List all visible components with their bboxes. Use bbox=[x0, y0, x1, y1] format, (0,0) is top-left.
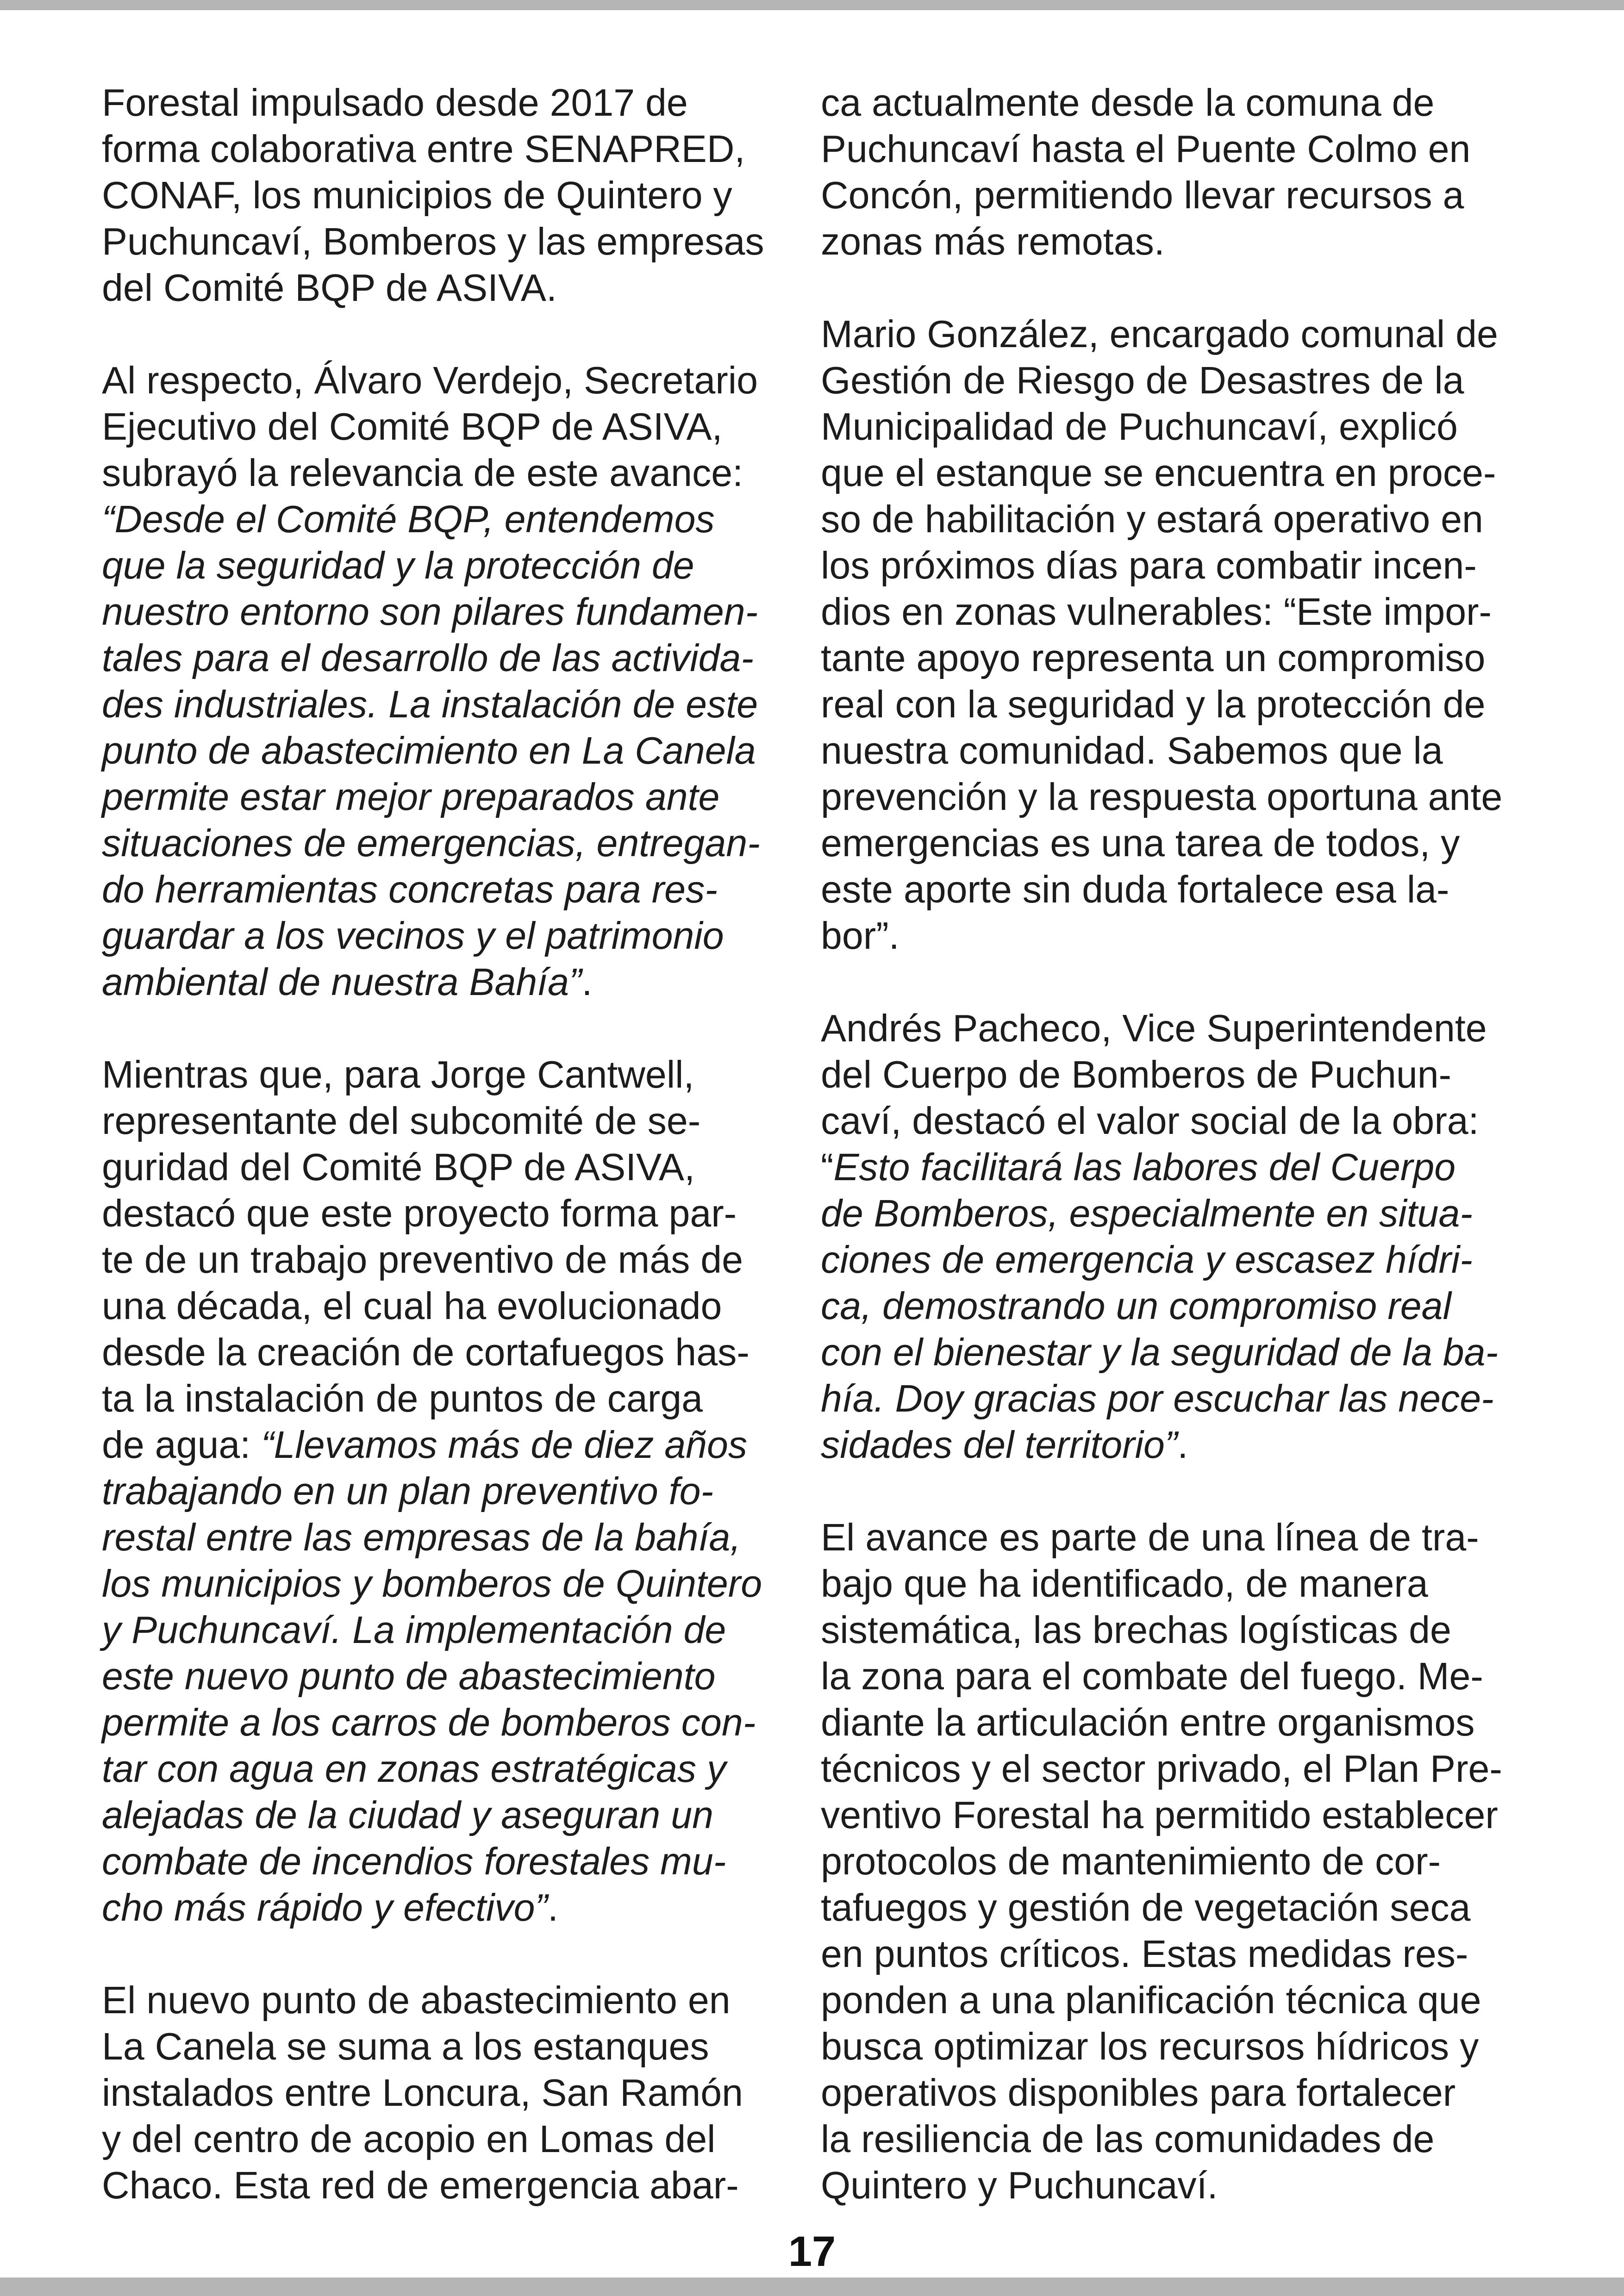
right-paragraph-1: ca actualmente desde la comuna de Puchuncaví hasta el Puente Colmo en Concón, permitiendo llevar recursos a zonas más remotas. bbox=[821, 81, 1471, 263]
top-frame-bar bbox=[0, 0, 1624, 10]
left-paragraph-2 bbox=[102, 357, 801, 1005]
right-paragraph-4: El avance es parte de una línea de tra- bajo que ha identificado, de manera sistemática, las brechas logísticas de la zona para el combate del fuego. Me- diante la articulación entre organismos técnicos y el sector privado, el Plan Pre- ventivo Forestal ha permitido establecer protocolos de mantenimiento de cor- tafuegos y gestión de vegetación seca en puntos críticos. Estas medidas res- ponden a una planificación técnica que busca optimizar los recursos hídricos y operativos disponibles para fortalecer la resiliencia de las comunidades de Quintero y Puchuncaví. bbox=[821, 1516, 1502, 2207]
left-paragraph-1: Forestal impulsado desde 2017 de forma colaborativa entre SENAPRED, CONAF, los municipios de Quintero y Puchuncaví, Bomberos y las empresas del Comité BQP de ASIVA. bbox=[102, 81, 764, 309]
verdejo-quote: “Desde el Comité BQP, entendemos que la seguridad y la protección de nuestro entorno son pilares fundamen- tales para el desarrollo de las activida- des industriales. La instalación de este punto de abastecimiento en La Canela permite estar mejor preparados ante situaciones de emergencias, entregan- do herramientas concretas para res- guardar a los vecinos y el patrimonio ambiental de nuestra Bahía” bbox=[102, 498, 760, 1003]
cantwell-quote: “Llevamos más de diez años trabajando en un plan preventivo fo- restal entre las empresas de la bahía, los municipios y bomberos de Quintero y Puchuncaví. La implementación de este nuevo punto de abastecimiento permite a los carros de bomberos con- tar con agua en zonas estratégicas y alejadas de la ciudad y aseguran un combate de incendios forestales mu- cho más rápido y efectivo” bbox=[102, 1424, 762, 1929]
pacheco-quote: Esto facilitará las labores del Cuerpo de Bomberos, especialmente en situa- ciones de emergencia y escasez hídri- ca, demostrando un compromiso real con el bienestar y la seguridad de la ba- hía. Doy gracias por escuchar las nece- sidades del territorio” bbox=[821, 1146, 1499, 1466]
cantwell-intro: Mientras que, para Jorge Cantwell, representante del subcomité de se- guridad del Comité BQP de ASIVA, destacó que este proyecto forma par- te de un trabajo preventivo de más de una década, el cual ha evolucionado desde la creación de cortafuegos has- ta la instalación de puntos de carga de agua: bbox=[102, 1053, 750, 1466]
pacheco-intro: Andrés Pacheco, Vice Superintendente del Cuerpo de Bomberos de Puchun- caví, destacó el valor social de la obra: “ bbox=[821, 1007, 1487, 1188]
cantwell-quote-end: . bbox=[547, 1886, 558, 1929]
left-paragraph-3 bbox=[102, 1052, 801, 1931]
verdejo-quote-end: . bbox=[581, 961, 593, 1003]
bottom-frame-bar bbox=[0, 2277, 1624, 2296]
right-paragraph-3 bbox=[821, 1005, 1520, 1468]
verdejo-intro: Al respecto, Álvaro Verdejo, Secretario Ejecutivo del Comité BQP de ASIVA, subrayó la relevancia de este avance: bbox=[102, 359, 758, 494]
right-paragraph-2: Mario González, encargado comunal de Gestión de Riesgo de Desastres de la Municipalidad de Puchuncaví, explicó que el estanque se encuentra en proce- so de habilitación y estará operativo en los próximos días para combatir incen- dios en zonas vulnerables: “Este impor- tante apoyo representa un compromiso real con la seguridad y la protección de nuestra comunidad. Sabemos que la prevención y la respuesta oportuna ante emergencias es una tarea de todos, y este aporte sin duda fortalece esa la- bor”. bbox=[821, 313, 1503, 957]
left-paragraph-4: El nuevo punto de abastecimiento en La Canela se suma a los estanques instalados entre Loncura, San Ramón y del centro de acopio en Lomas del Chaco. Esta red de emergencia abar- bbox=[102, 1979, 743, 2207]
page-number: 17 bbox=[788, 2228, 836, 2275]
right-column bbox=[821, 80, 1520, 2209]
pacheco-quote-end: . bbox=[1177, 1424, 1188, 1466]
left-column bbox=[102, 80, 801, 2209]
